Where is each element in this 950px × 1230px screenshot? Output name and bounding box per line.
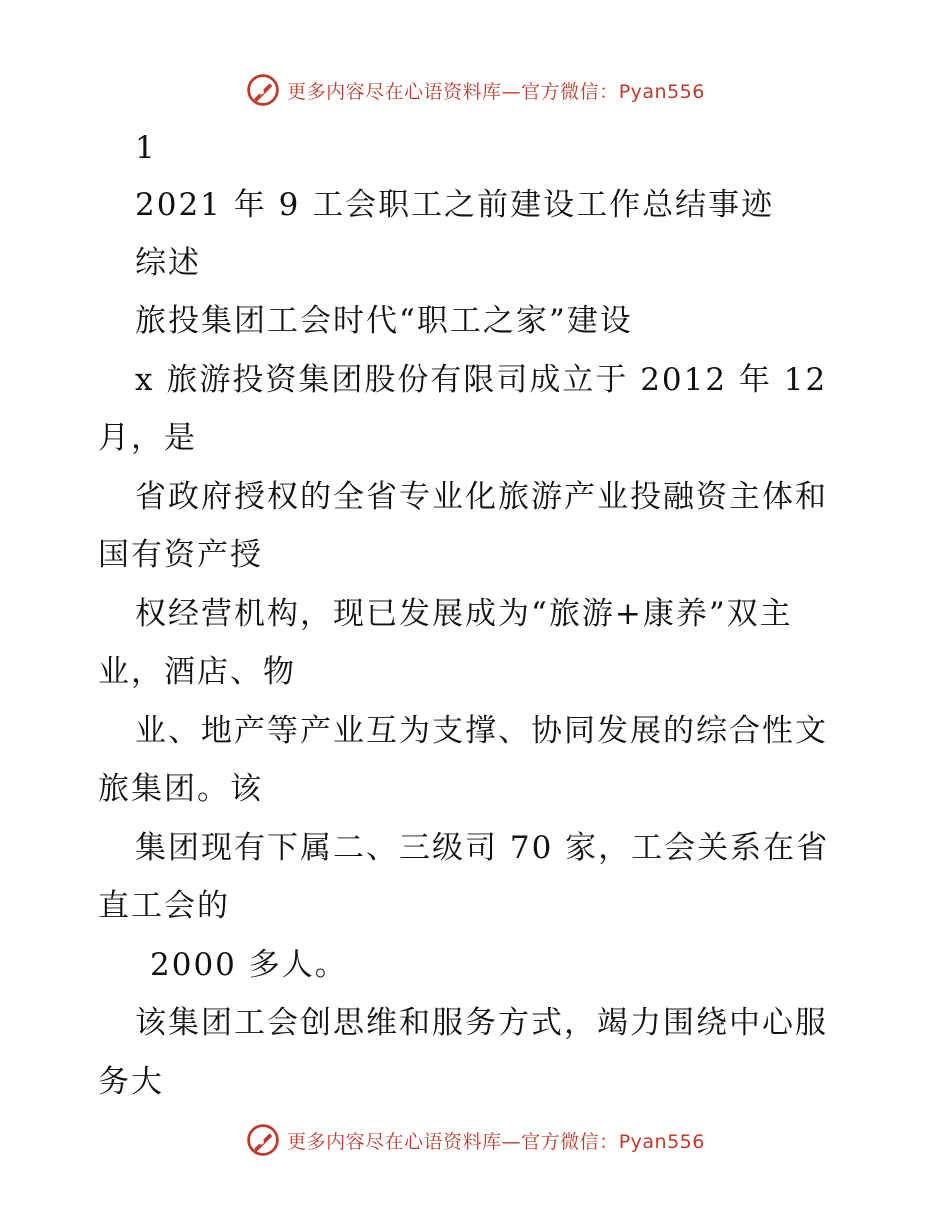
document-title-line-1: 2021 年 9 工会职工之前建设工作总结事迹	[135, 187, 775, 223]
paragraph-line: 2000 多人。	[150, 947, 348, 983]
footer-contact-id: Pyan556	[618, 1130, 705, 1153]
paragraph-line: 直工会的	[98, 888, 230, 924]
paragraph-line: 国有资产授	[98, 537, 263, 573]
document-title-line-2: 综述	[135, 245, 201, 281]
header-banner-title: 更多内容尽在心语资料库	[287, 80, 502, 103]
footer-banner-separator: —	[501, 1130, 522, 1153]
paragraph-line: 该集团工会创思维和服务方式，竭力围绕中心服	[135, 1005, 828, 1041]
paragraph-line: 务大	[98, 1064, 164, 1100]
paragraph-line: x 旅游投资集团股份有限司成立于 2012 年 12	[135, 362, 828, 398]
pen-logo-icon	[245, 1122, 281, 1158]
paragraph-line: 权经营机构，现已发展成为“旅游+康养”双主	[135, 596, 793, 632]
paragraph-line: 业，酒店、物	[98, 654, 296, 690]
footer-banner	[0, 1120, 950, 1160]
header-banner-separator: —	[501, 80, 522, 103]
paragraph-line: 旅集团。该	[98, 771, 263, 807]
header-contact-id: Pyan556	[618, 80, 705, 103]
header-contact-label: 官方微信：	[521, 80, 619, 103]
footer-banner-text	[287, 1127, 705, 1154]
paragraph-line: 业、地产等产业互为支撑、协同发展的综合性文	[135, 713, 828, 749]
footer-banner-title: 更多内容尽在心语资料库	[287, 1130, 502, 1153]
paragraph-line: 集团现有下属二、三级司 70 家，工会关系在省	[135, 830, 830, 866]
page-number: 1	[135, 130, 157, 166]
paragraph-line: 省政府授权的全省专业化旅游产业投融资主体和	[135, 479, 828, 515]
footer-contact-label: 官方微信：	[521, 1130, 619, 1153]
section-heading: 旅投集团工会时代“职工之家”建设	[135, 303, 633, 339]
paragraph-line: 月，是	[98, 420, 197, 456]
